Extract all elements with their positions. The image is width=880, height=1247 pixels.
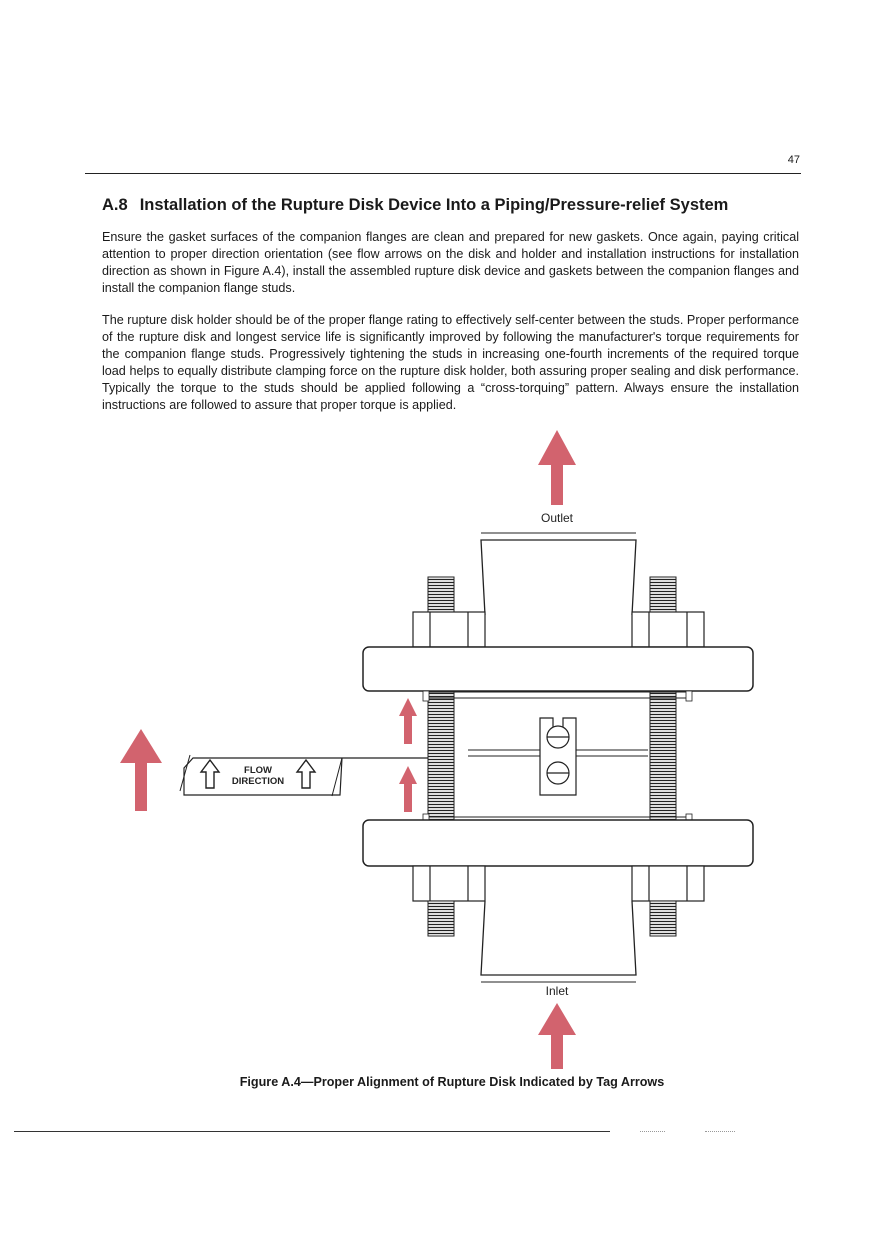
lower-left-nut [413, 866, 485, 901]
section-heading [102, 196, 802, 215]
right-stud-middle [650, 691, 676, 825]
upper-companion-flange [363, 647, 753, 691]
footer-mark [640, 1131, 665, 1132]
outlet-arrow [538, 430, 576, 505]
footer-rule [14, 1131, 610, 1132]
header-rule [85, 173, 801, 174]
holder-flow-arrow-lower [399, 766, 417, 812]
lower-right-nut [632, 866, 704, 901]
lower-right-stud [650, 901, 676, 936]
upper-left-stud [428, 577, 454, 617]
paragraph-gasket-installation: Ensure the gasket surfaces of the companion flanges are clean and prepared for new gaskets. Once again, paying critical attention to proper direction orientation (see flow arrows on the disk and holder and installation instructions for installation direction as shown in Figure A.4), install the assembled rupture disk device and gaskets between the companion flanges and install the companion flange studs. [102, 230, 799, 295]
inlet-pipe [481, 901, 636, 975]
figure-rupture-disk-alignment [110, 425, 790, 1075]
section-title: Installation of the Rupture Disk Device Into a Piping/Pressure-relief System [139, 196, 729, 214]
flow-direction-arrow [120, 729, 162, 811]
lower-left-stud [428, 901, 454, 936]
lower-companion-flange [363, 820, 753, 866]
upper-right-nut [632, 612, 704, 647]
upper-right-stud [650, 577, 676, 617]
section-number: A.8 [102, 196, 128, 214]
outlet-label: Outlet [540, 511, 574, 525]
holder-screw-clamp [540, 718, 576, 795]
inlet-label: Inlet [545, 984, 569, 998]
left-stud-middle [428, 691, 454, 825]
holder-flow-arrow-upper [399, 698, 417, 744]
tag-label-direction: DIRECTION [231, 776, 285, 787]
tag-label-flow: FLOW [244, 765, 272, 776]
upper-left-nut [413, 612, 485, 647]
inlet-arrow [538, 1003, 576, 1069]
outlet-pipe [481, 540, 636, 615]
footer-mark [705, 1131, 735, 1132]
paragraph-torque-requirements: The rupture disk holder should be of the proper flange rating to effectively self-center between the studs. Proper performance of the rupture disk and longest service life is significantly improved by following the manufacturer's torque requirements for the companion flange studs. Progressively tightening the studs in increasing one-fourth increments of the required torque load helps to equally distribute clamping force on the rupture disk holder, both assuring proper sealing and disk performance. Typically the torque to the studs should be applied following a “cross-torquing” pattern. Always ensure the installation instructions are followed to assure that proper torque is applied. [102, 313, 799, 412]
page-number: 47 [787, 154, 800, 166]
flow-direction-tag [184, 758, 428, 795]
figure-caption: Figure A.4—Proper Alignment of Rupture Disk Indicated by Tag Arrows [239, 1075, 665, 1089]
